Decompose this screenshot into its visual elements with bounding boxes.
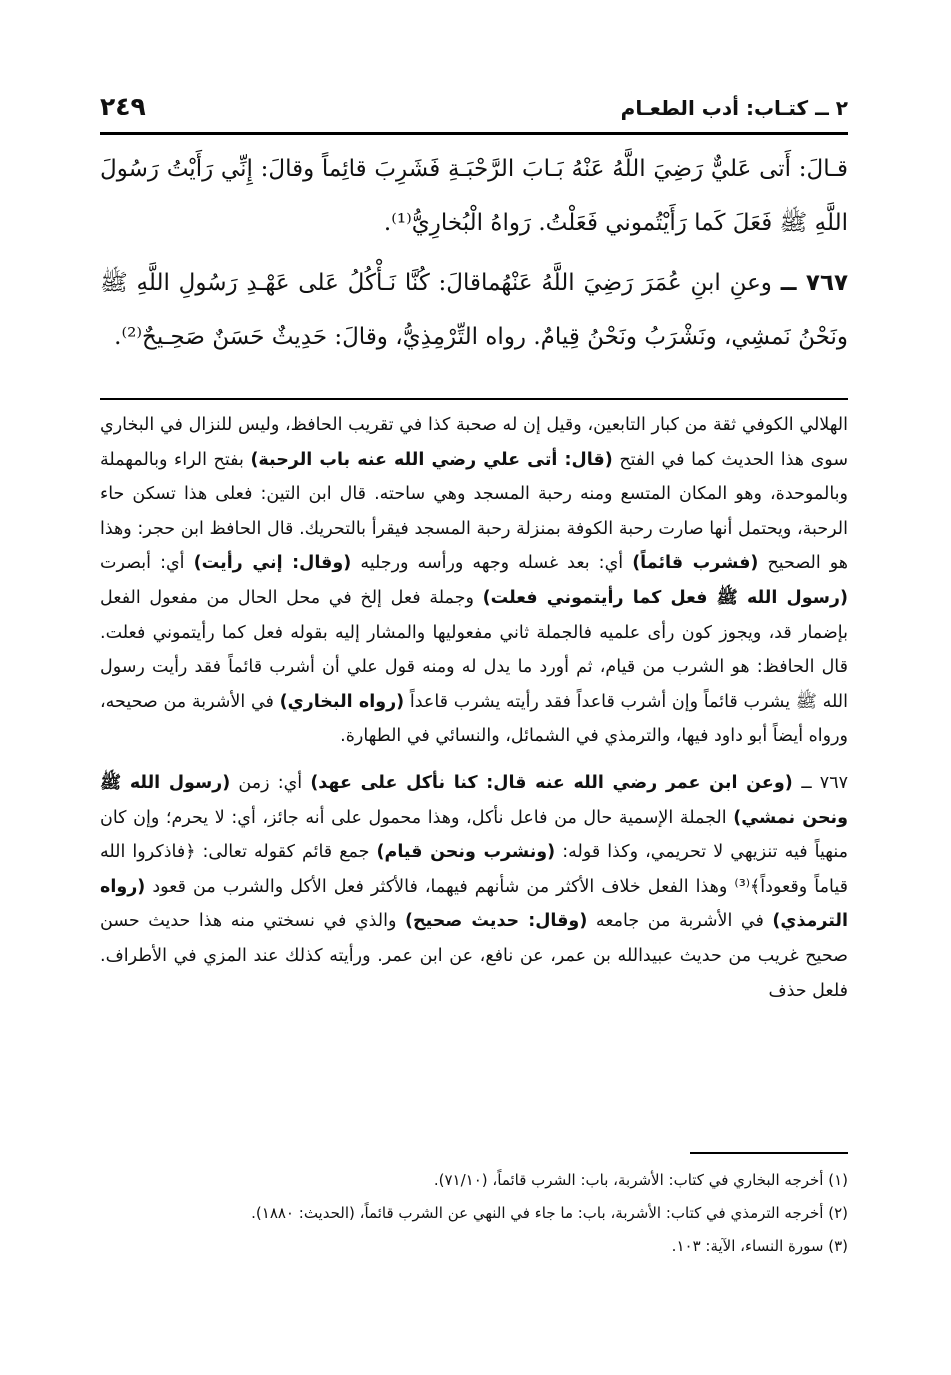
page-number: ٢٤٩	[100, 92, 146, 121]
commentary-divider	[100, 398, 848, 400]
commentary-quote: (قال: أتى علي رضي الله عنه باب الرحبة)	[250, 449, 613, 470]
commentary-quote: (رواه الترمذي)	[100, 876, 848, 932]
commentary-quote: (فشرب قائماً)	[632, 553, 759, 574]
commentary-text: والذي في نسختي منه هذا حديث حسن صحيح غريب من حديث عبيدالله بن عمر، عن نافع، عن ابن عمر. ورأيته كذلك عند المزي في الأطراف. فلعل حذف	[100, 911, 848, 1001]
commentary-text: بفتح الراء وبالمهملة وبالموحدة، وهو المكان المتسع ومنه رحبة المسجد وهي ساحته. قال ابن التين: فعلى هذا تسكن حاء الرحبة، ويحتمل أنها صارت رحبة الكوفة بمنزلة رحبة المسجد فيقرأ بالتحريك. قال الحافظ ابن حجر: وهذا هو الصحيح	[100, 449, 849, 574]
footnote-divider	[690, 1152, 848, 1154]
commentary-text: وجملة فعل إلخ في محل الحال من مفعول الفعل بإضمار قد، ويجوز كون رأى علميه فالجملة ثاني مفعوليها والمشار إليه بقوله فعل كما رأيتموني فعلت. قال الحافظ: هو الشرب من قيام، ثم أورد ما يدل له ومنه قول علي أن أشرب قائماً فقد رأيت رسول الله ﷺ يشرب قائماً وإن أشرب قاعداً فقد رأيته يشرب قاعداً	[100, 587, 848, 712]
hadith-text	[100, 142, 848, 370]
footnotes	[100, 1164, 848, 1263]
commentary-quote: (رسول الله ﷺ فعل كما رأيتموني فعلت)	[482, 587, 848, 608]
commentary-text: أي: زمن	[230, 772, 311, 793]
running-header	[100, 92, 848, 128]
hadith-paragraph	[100, 256, 848, 364]
commentary-text: أي: أبصرت	[100, 553, 194, 574]
commentary-quote: (رسول الله ﷺ ونحن نمشي)	[100, 772, 849, 828]
commentary-text: أي: بعد غسله وجهه ورأسه ورجليه	[351, 553, 633, 574]
commentary-hadith-number: ٧٦٧ ــ	[801, 772, 848, 793]
footnote: (٣) سورة النساء، الآية: ١٠٣.	[671, 1237, 848, 1255]
commentary-text: في الأشربة من صحيحه، ورواه أيضاً أبو داود فيها، والترمذي في الشمائل، والنسائي في الطهارة.	[100, 691, 848, 747]
commentary-quote: (رواه البخاري)	[279, 691, 405, 712]
commentary-quote: (وقال: حديث صحيح)	[405, 911, 588, 932]
footnote: (٢) أخرجه الترمذي في كتاب: الأشربة، باب: ما جاء في النهي عن الشرب قائماً، (الحديث: ١٨٨٠).	[251, 1204, 848, 1222]
commentary-text: الجملة الإسمية حال من فاعل نأكل، وهذا محمول على أنه جائز، أي: لا يحرم؛ وإن كان منهياً فيه تنزيهي لا تحريمي، وكذا قوله:	[100, 807, 848, 863]
commentary-paragraph	[100, 408, 848, 754]
commentary-quote: (ونشرب ونحن قيام)	[376, 842, 556, 863]
chapter-title: ٢ ــ كتـاب: أدب الطعـام	[620, 96, 848, 120]
hadith-766-text: قـالَ: أَتى عَليٌّ رَضِيَ اللَّهُ عَنْهُ بَـابَ الرَّحْبَـةِ فَشَرِبَ قائِماً وقالَ: إِنِّي رَأَيْتُ رَسُولَ اللَّهِ ﷺ فَعَلَ كَما رَأَيْتُموني فَعَلْتُ. رَواهُ الْبُخارِيُّ⁽¹⁾.	[100, 156, 848, 236]
hadith-767-text: وعنِ ابنِ عُمَرَ رَضِيَ اللَّهُ عَنْهُماقالَ: كُنَّا نَـأْكُلُ عَلى عَهْـدِ رَسُولِ اللَّهِ ﷺ ونَحْنُ نَمشِي، ونَشْرَبُ ونَحْنُ قِيامٌ. رواه التِّرْمِذِيُّ، وقالَ: حَدِيثٌ حَسَنٌ صَحِـيحٌ⁽²⁾.	[100, 270, 848, 350]
commentary-section	[100, 408, 848, 1020]
commentary-paragraph	[100, 766, 848, 1008]
commentary-text: جمع قائم كقوله تعالى: ﴿فاذكروا الله قياماً وقعوداً﴾⁽³⁾ وهذا الفعل خلاف الأكثر من شأنهم فيهما، فالأكثر فعل الأكل والشرب من قعود	[100, 842, 848, 897]
hadith-number: ٧٦٧ ــ	[780, 270, 849, 296]
commentary-quote: (وقال: إني رأيت)	[193, 553, 352, 574]
header-rule	[100, 132, 848, 135]
commentary-quote: (وعن ابن عمر رضي الله عنه قال: كنا نأكل على عهد)	[310, 772, 802, 793]
hadith-paragraph	[100, 142, 848, 250]
commentary-text: الهلالي الكوفي ثقة من كبار التابعين، وقيل إن له صحبة كذا في تقريب الحافظ، وليس للنزال في البخاري سوى هذا الحديث كما في الفتح	[100, 415, 848, 470]
footnote: (١) أخرجه البخاري في كتاب: الأشربة، باب: الشرب قائماً، (٧١/١٠).	[433, 1171, 848, 1189]
commentary-text: في الأشربة من جامعه	[587, 911, 773, 932]
